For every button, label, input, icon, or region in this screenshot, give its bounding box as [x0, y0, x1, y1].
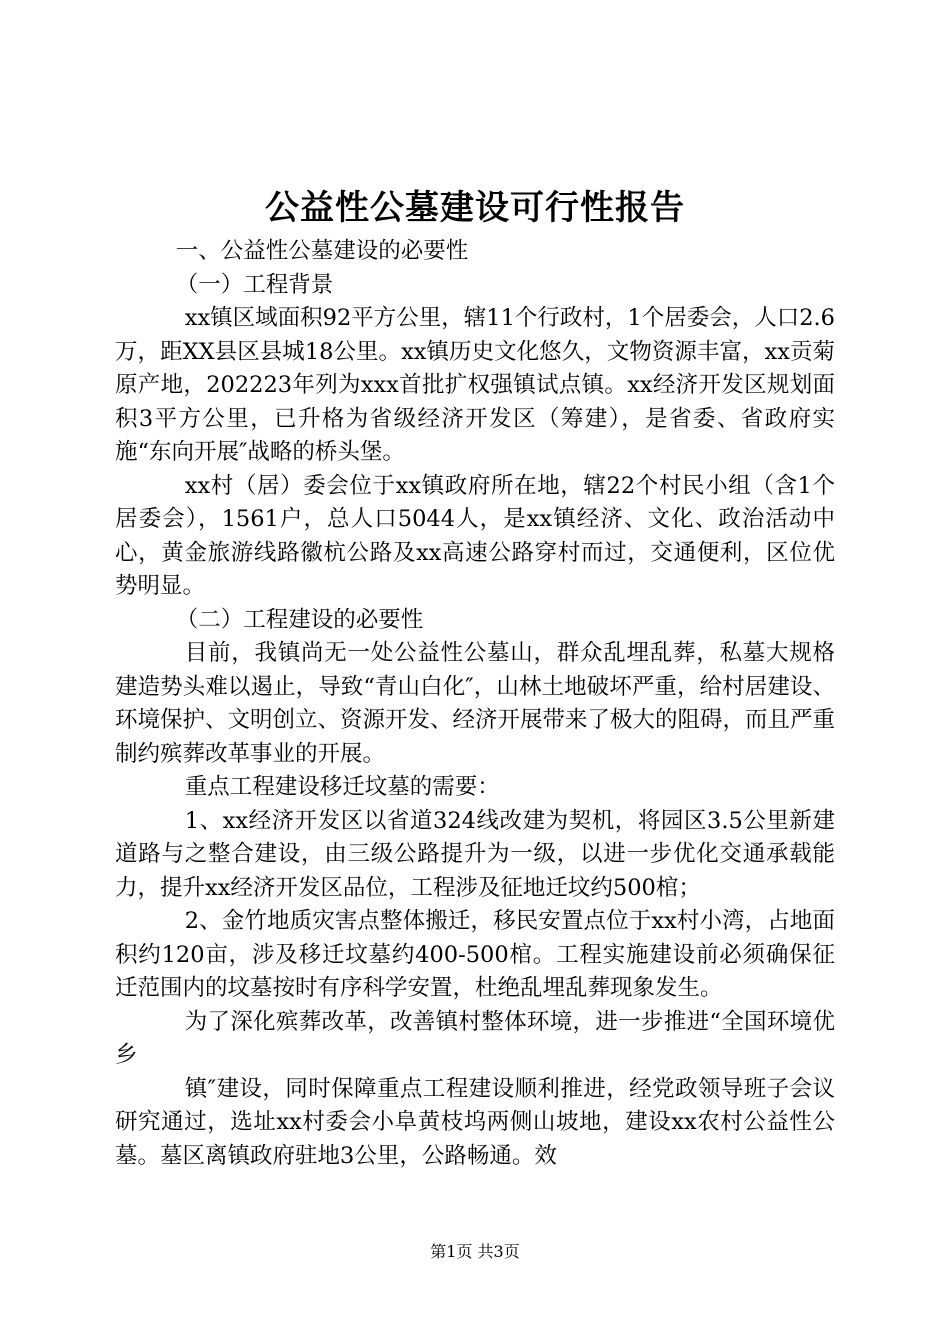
page-number-footer: 第1页 共3页	[430, 1242, 520, 1261]
paragraph: 重点工程建设移迁坟墓的需要：	[184, 774, 500, 800]
subsection-heading: （二）工程建设的必要性	[175, 606, 424, 633]
paragraph: 镇″建设，同时保障重点工程建设顺利推进，经党政领导班子会议研究通过，选址xx村委会小阜黄枝坞两侧山坡地，建设xx农村公益性公墓。墓区离镇政府驻地3公里，公路畅通。效	[115, 1075, 835, 1169]
paragraph: 为了深化殡葬改革，改善镇村整体环境，进一步推进“全国环境优乡	[115, 1008, 835, 1068]
paragraph: 1、xx经济开发区以省道324线改建为契机，将园区3.5公里新建道路与之整合建设，由三级公路提升为一级，以进一步优化交通承载能力，提升xx经济开发区品位，工程涉及征地迁坟约500棺；	[115, 807, 835, 901]
paragraph: xx村（居）委会位于xx镇政府所在地，辖22个村民小组（含1个居委会），1561户，总人口5044人，是xx镇经济、文化、政治活动中心，黄金旅游线路徽杭公路及xx高速公路穿村而过，交通便利，区位优势明显。	[115, 472, 835, 599]
subsection-heading: （一）工程背景	[175, 271, 334, 298]
document-body	[115, 235, 835, 1173]
paragraph: xx镇区域面积92平方公里，辖11个行政村，1个居委会，人口2.6万，距XX县区县城18公里。xx镇历史文化悠久，文物资源丰富，xx贡菊原产地，202223年列为xxx首批扩权强镇试点镇。xx经济开发区规划面积3平方公里，已升格为省级经济开发区（筹建），是省委、省政府实施“东向开展″战略的桥头堡。	[115, 305, 835, 465]
section-heading: 一、公益性公墓建设的必要性	[175, 238, 469, 264]
paragraph: 目前，我镇尚无一处公益性公墓山，群众乱埋乱葬，私墓大规格建造势头难以遏止，导致“青山白化″，山林土地破坏严重，给村居建设、环境保护、文明创立、资源开发、经济开展带来了极大的阻碍，而且严重制约殡葬改革事业的开展。	[115, 640, 836, 767]
paragraph: 2、金竹地质灾害点整体搬迁，移民安置点位于xx村小湾，占地面积约120亩，涉及移迁坟墓约400-500棺。工程实施建设前必须确保征迁范围内的坟墓按时有序科学安置，杜绝乱埋乱葬现象发生。	[115, 908, 835, 1001]
document-title: 公益性公墓建设可行性报告	[265, 188, 685, 228]
